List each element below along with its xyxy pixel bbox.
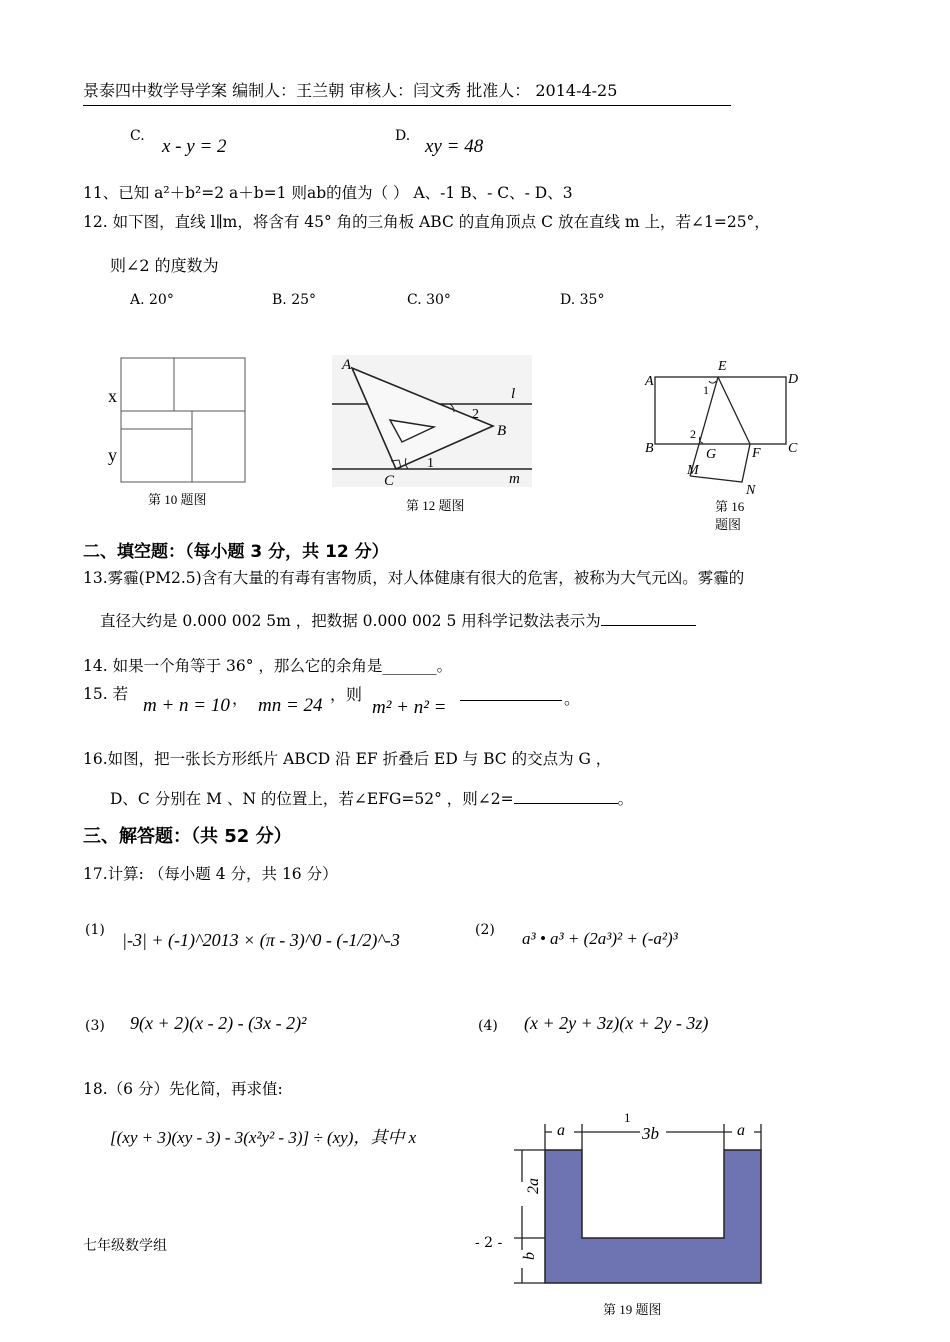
fig19-label-1: 1 bbox=[624, 1110, 631, 1125]
fig10-label-y: y bbox=[108, 445, 117, 465]
q16-text: D、C 分别在 M 、N 的位置上，若∠EFG=52° ，则∠2= bbox=[110, 790, 514, 808]
question-18-expr: [(xy + 3)(xy - 3) - 3(x²y² - 3)] ÷ (xy)，其中 x bbox=[110, 1128, 417, 1147]
question-12-line2: 则∠2 的度数为 bbox=[110, 256, 219, 275]
q15-end: 。 bbox=[564, 689, 581, 708]
question-12-line1: 12. 如下图，直线 l∥m，将含有 45° 角的三角板 ABC 的直角顶点 C 放在直线 m 上，若∠1=25°， bbox=[83, 213, 770, 231]
fig16-label-b: B bbox=[645, 441, 654, 456]
question-17-title: 17.计算: （每小题 4 分，共 16 分） bbox=[83, 865, 338, 883]
fig10-caption: 第 10 题图 bbox=[148, 492, 207, 507]
q13-answer-blank[interactable] bbox=[601, 625, 696, 626]
question-13-line1: 13.雾霾(PM2.5)含有大量的有毒有害物质，对人体健康有很大的危害，被称为大气元凶。雾霾的 bbox=[83, 569, 745, 587]
fig16-caption-1: 第 16 bbox=[715, 499, 745, 514]
fig12-angle-1: 1 bbox=[427, 456, 434, 471]
q17-part3-expr: 9(x + 2)(x - 2) - (3x - 2)² bbox=[130, 1013, 307, 1033]
fig16-caption-2: 题图 bbox=[715, 517, 742, 532]
question-11: 11、已知 a²＋b²=2 a＋b=1 则ab的值为（ ） A、-1 B、- C、- D、3 bbox=[83, 184, 573, 202]
fig12-label-b: B bbox=[497, 423, 507, 439]
fig16-label-m: M bbox=[687, 463, 699, 478]
question-16-line1: 16.如图，把一张长方形纸片 ABCD 沿 EF 折叠后 ED 与 BC 的交点为 G ， bbox=[83, 750, 612, 768]
fig10-label-x: x bbox=[108, 386, 117, 406]
q17-part2-label: (2) bbox=[475, 922, 495, 938]
q15-then: ，则 bbox=[330, 685, 363, 704]
q15-prefix: 15. 若 bbox=[83, 685, 129, 703]
q16-end: 。 bbox=[617, 790, 634, 808]
q15-eq3: m² + n² = bbox=[372, 697, 447, 718]
fig19-label-3b: 3b bbox=[642, 1124, 659, 1143]
question-18-title: 18.（6 分）先化简，再求值: bbox=[83, 1080, 283, 1098]
section-3-heading: 三、解答题：（共 52 分） bbox=[83, 826, 292, 847]
fig19-label-b: b bbox=[521, 1252, 538, 1260]
fig12-label-m: m bbox=[509, 471, 520, 487]
fig16-angle-1: 1 bbox=[703, 383, 709, 397]
q10-option-c-expr: x - y = 2 bbox=[162, 136, 227, 157]
fig12-label-a: A bbox=[342, 357, 352, 373]
footer-page-number: - 2 - bbox=[475, 1235, 503, 1251]
q12-option-b: B. 25° bbox=[272, 292, 317, 308]
q10-option-d-expr: xy = 48 bbox=[425, 136, 484, 157]
fig16-label-d: D bbox=[788, 372, 799, 387]
q12-option-a: A. 20° bbox=[130, 292, 174, 308]
fig19-caption: 第 19 题图 bbox=[603, 1302, 662, 1317]
page-header: 景泰四中数学导学案 编制人：王兰朝 审核人：闫文秀 批准人： 2014-4-25 bbox=[83, 78, 731, 106]
fig16-label-g: G bbox=[706, 447, 717, 462]
q10-option-d-label: D. bbox=[395, 128, 411, 144]
q17-part1-expr: |-3| + (-1)^2013 × (π - 3)^0 - (-1/2)^-3 bbox=[122, 930, 400, 950]
q17-part1-label: (1) bbox=[85, 922, 105, 938]
fig19-label-2a: 2a bbox=[525, 1178, 542, 1194]
fig19-label-a-right: a bbox=[737, 1122, 745, 1139]
q10-option-c-label: C. bbox=[130, 128, 145, 144]
q17-part2-expr: a³ • a³ + (2a³)² + (-a²)³ bbox=[522, 929, 678, 948]
figure-19 bbox=[500, 1108, 780, 1333]
fig16-label-f: F bbox=[752, 446, 761, 461]
q16-answer-blank[interactable] bbox=[514, 803, 618, 804]
figure-10 bbox=[100, 350, 260, 515]
fig16-label-e: E bbox=[718, 359, 727, 374]
q17-part3-label: (3) bbox=[85, 1018, 105, 1034]
fig16-label-n: N bbox=[746, 483, 756, 498]
fig16-label-c: C bbox=[788, 441, 798, 456]
fig12-caption: 第 12 题图 bbox=[406, 498, 465, 513]
q13-text: 直径大约是 0.000 002 5m ，把数据 0.000 002 5 用科学记数法表示为 bbox=[100, 612, 601, 630]
fig12-angle-2: 2 bbox=[472, 407, 479, 422]
figure-16 bbox=[640, 350, 810, 540]
q15-eq1: m + n = 10 bbox=[143, 695, 230, 716]
fig12-label-c: C bbox=[384, 473, 395, 489]
q17-part4-label: (4) bbox=[478, 1018, 498, 1034]
section-2-heading: 二、填空题：（每小题 3 分，共 12 分） bbox=[83, 542, 389, 562]
fig19-label-a-left: a bbox=[557, 1122, 565, 1139]
q15-comma: ， bbox=[232, 689, 249, 708]
q15-eq2: mn = 24 bbox=[258, 695, 323, 716]
fig16-angle-2: 2 bbox=[690, 427, 696, 441]
question-14: 14. 如果一个角等于 36° ，那么它的余角是_______。 bbox=[83, 657, 453, 675]
question-13-line2 bbox=[100, 609, 696, 631]
q17-part4-expr: (x + 2y + 3z)(x + 2y - 3z) bbox=[524, 1013, 709, 1033]
q12-option-d: D. 35° bbox=[560, 292, 605, 308]
fig16-label-a: A bbox=[645, 374, 654, 389]
footer-left: 七年级数学组 bbox=[83, 1238, 167, 1254]
figure-12 bbox=[328, 350, 538, 515]
q12-option-c: C. 30° bbox=[407, 292, 451, 308]
fig12-label-l: l bbox=[511, 386, 516, 402]
q15-answer-blank[interactable] bbox=[460, 683, 562, 701]
question-16-line2 bbox=[110, 787, 633, 809]
